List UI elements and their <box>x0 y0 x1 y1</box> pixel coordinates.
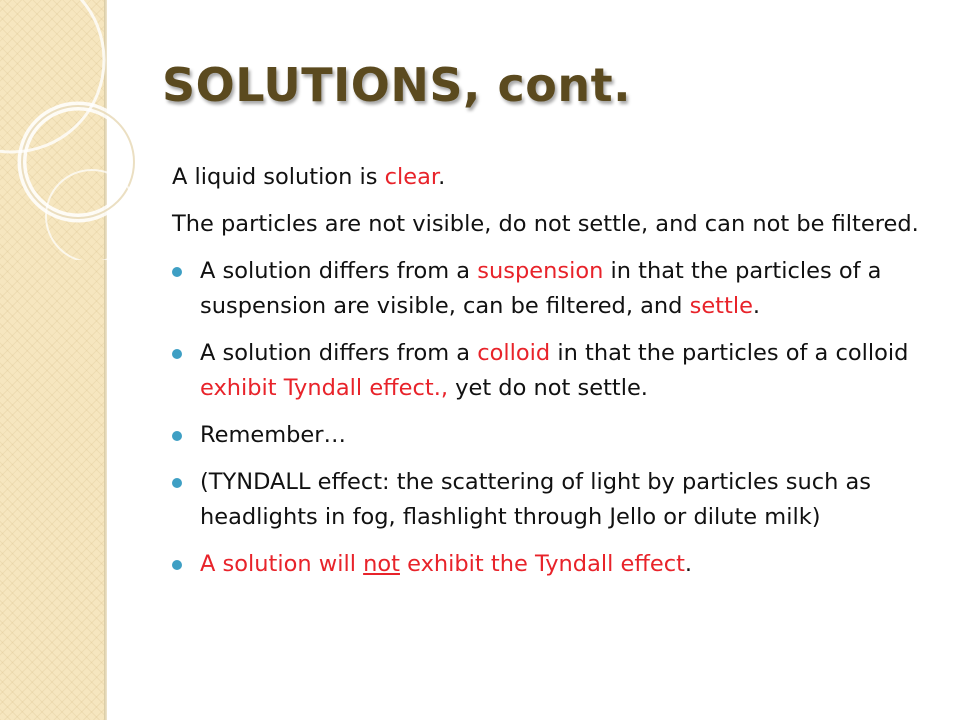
ring-arc-upper <box>0 0 104 152</box>
bullet-suspension <box>172 254 942 324</box>
text-segment: . <box>438 164 446 190</box>
text-segment: A solution will <box>200 551 364 577</box>
text-segment: A solution differs from a <box>200 340 478 366</box>
bullet-colloid <box>172 336 942 406</box>
bullet-dot-icon <box>172 267 182 277</box>
text-segment: . <box>752 293 761 319</box>
text-segment: . <box>684 551 693 577</box>
decorative-rings <box>0 0 140 260</box>
bullet-tyndall-definition <box>172 465 942 535</box>
bullet-no-tyndall <box>172 547 942 582</box>
paragraph-liquid-solution <box>172 160 942 195</box>
highlight-settle: settle <box>689 293 753 319</box>
highlight-clear: clear <box>384 164 439 190</box>
highlight-colloid: colloid <box>477 340 551 366</box>
bullet-dot-icon <box>172 431 182 441</box>
text-segment: A solution differs from a <box>200 258 478 284</box>
text-segment: in that the particles of a suspension are visible, can be filtered, and <box>200 258 882 319</box>
paragraph-particles: The particles are not visible, do not settle, and can not be filtered. <box>172 211 919 237</box>
slide-title: SOLUTIONS, cont. <box>162 58 632 112</box>
bullet-dot-icon <box>172 560 182 570</box>
bullet-dot-icon <box>172 349 182 359</box>
text-segment: yet do not settle. <box>448 375 648 401</box>
text-segment: in that the particles of a colloid <box>550 340 909 366</box>
text-segment: exhibit the Tyndall effect <box>399 551 685 577</box>
slide-content <box>172 160 942 594</box>
underlined-not: not <box>363 551 400 577</box>
bullet-dot-icon <box>172 478 182 488</box>
text-segment: Remember… <box>200 422 347 448</box>
text-segment: (TYNDALL effect: the scattering of light by particles such as headlights in fog, flashlight through Jello or dilute milk) <box>200 469 872 530</box>
bullet-remember <box>172 418 942 453</box>
highlight-suspension: suspension <box>477 258 604 284</box>
text-segment: A liquid solution is <box>172 164 385 190</box>
highlight-tyndall: exhibit Tyndall effect., <box>200 375 449 401</box>
